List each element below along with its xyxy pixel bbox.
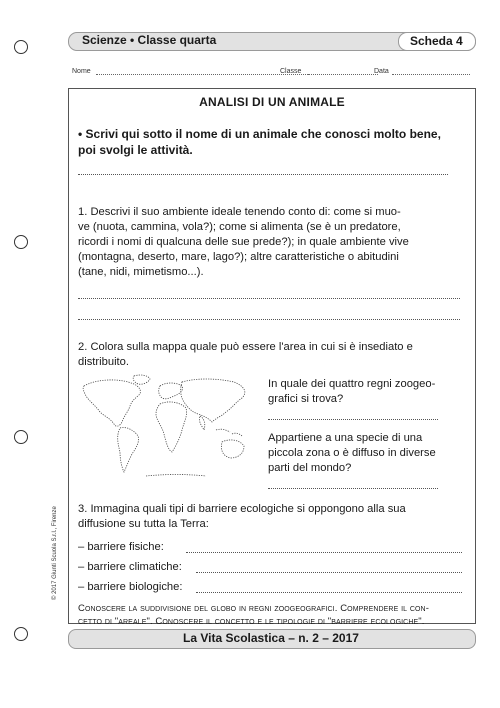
- q2-side-question: piccola zona o è diffuso in diverse: [268, 447, 436, 459]
- binder-hole: [14, 430, 28, 444]
- europe-outline: [159, 383, 183, 399]
- date-field[interactable]: [392, 68, 470, 75]
- answer-line-animal[interactable]: [78, 173, 448, 175]
- asia-outline: [181, 379, 245, 422]
- q2-line: distribuito.: [78, 356, 129, 368]
- binder-hole: [14, 235, 28, 249]
- answer-line-physical[interactable]: [186, 551, 462, 553]
- footer-label: La Vita Scolastica – n. 2 – 2017: [183, 631, 359, 645]
- south-america-outline: [118, 427, 139, 472]
- worksheet-title: ANALISI DI UN ANIMALE: [199, 95, 345, 109]
- binder-hole: [14, 627, 28, 641]
- answer-line-q2a[interactable]: [268, 418, 438, 420]
- q2-side-question: In quale dei quattro regni zoogeo-: [268, 378, 436, 390]
- answer-line-biological[interactable]: [196, 591, 462, 593]
- answer-line-q2b[interactable]: [268, 487, 438, 489]
- answer-line-q1[interactable]: [78, 297, 460, 299]
- barrier-label: – barriere biologiche:: [78, 581, 183, 593]
- australia-outline: [221, 440, 244, 458]
- answer-line-climatic[interactable]: [196, 571, 462, 573]
- learning-objectives: cetto di "areale". Conoscere il concetto e le tipologie di "barriere ecologiche".: [78, 616, 425, 627]
- class-field[interactable]: [308, 68, 378, 75]
- antarctica-outline: [146, 475, 206, 477]
- subject-label: Scienze • Classe quarta: [82, 33, 217, 47]
- q2-side-question: grafici si trova?: [268, 393, 344, 405]
- learning-objectives: Conoscere la suddivisione del globo in regni zoogeografici. Comprendere il con-: [78, 603, 429, 614]
- answer-line-q1[interactable]: [78, 318, 460, 320]
- copyright-note: © 2017 Giunti Scuola S.r.l., Firenze: [52, 506, 58, 600]
- q1-line: 1. Descrivi il suo ambiente ideale tenendo conto di: come si muo-: [78, 206, 401, 218]
- intro-line: poi svolgi le attività.: [78, 143, 193, 157]
- q2-line: 2. Colora sulla mappa quale può essere l'area in cui si è insediato e: [78, 341, 413, 353]
- africa-outline: [156, 402, 187, 452]
- north-america-outline: [83, 380, 140, 426]
- q2-side-question: parti del mondo?: [268, 462, 352, 474]
- intro-line: • Scrivi qui sotto il nome di un animale che conosci molto bene,: [78, 127, 441, 141]
- barrier-label: – barriere fisiche:: [78, 541, 164, 553]
- greenland-outline: [133, 375, 150, 384]
- islands-outline: [216, 429, 242, 436]
- date-label: Data: [374, 68, 389, 75]
- q1-line: (tane, nidi, mimetismo...).: [78, 266, 204, 278]
- sheet-label: Scheda 4: [410, 34, 463, 48]
- world-map[interactable]: [76, 372, 256, 482]
- binder-hole: [14, 40, 28, 54]
- barrier-label: – barriere climatiche:: [78, 561, 182, 573]
- q1-line: ve (nuota, cammina, vola?); come si alimenta (se è un predatore,: [78, 221, 401, 233]
- q3-line: diffusione su tutta la Terra:: [78, 518, 209, 530]
- q1-line: ricordi i nomi di qualcuna delle sue prede?); in quale ambiente vive: [78, 236, 409, 248]
- india-outline: [199, 416, 204, 430]
- q3-line: 3. Immagina quali tipi di barriere ecologiche si oppongono alla sua: [78, 503, 406, 515]
- q2-side-question: Appartiene a una specie di una: [268, 432, 423, 444]
- q1-line: (montagna, deserto, mare, lago?); altre caratteristiche o abitudini: [78, 251, 399, 263]
- name-label: Nome: [72, 68, 91, 75]
- student-fields: [72, 68, 472, 78]
- class-label: Classe: [280, 68, 302, 75]
